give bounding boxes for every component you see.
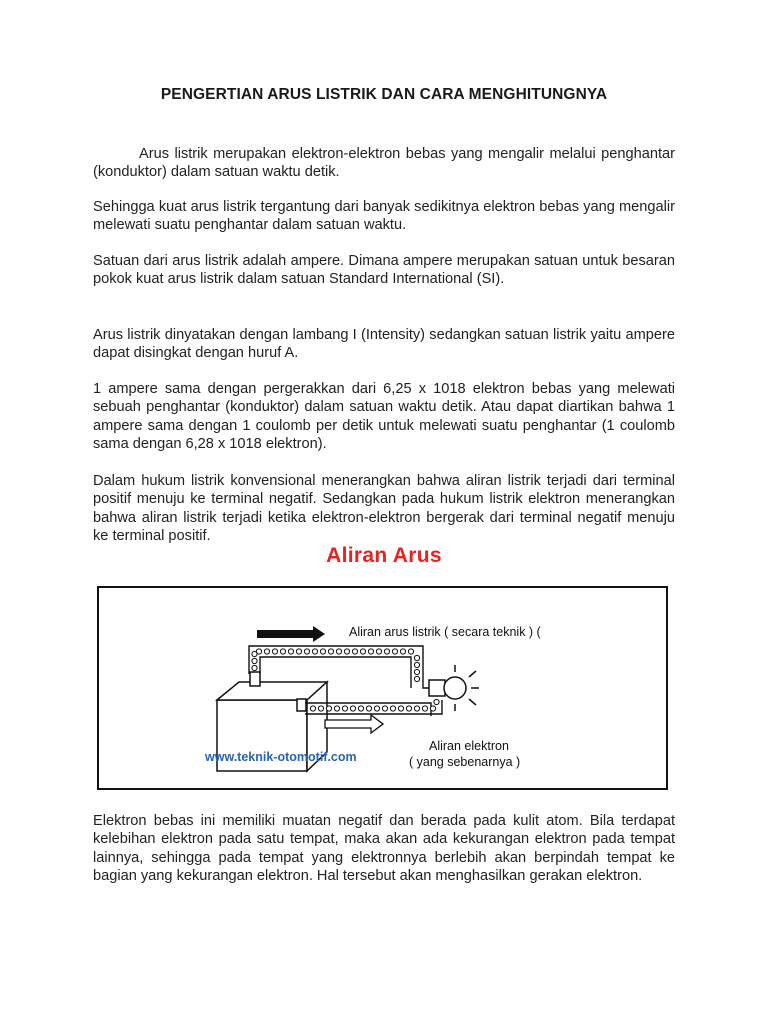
current-flow-label: Aliran arus listrik ( secara teknik ) ( — [349, 625, 541, 639]
paragraph-3: Satuan dari arus listrik adalah ampere. Dimana ampere merupakan satuan untuk besaran pokok kuat arus listrik dalam satuan Standard International (SI). — [93, 253, 675, 288]
electron-dot — [414, 655, 419, 660]
current-arrow-icon — [257, 626, 325, 642]
electron-dot — [326, 706, 331, 711]
electron-flow-label: Aliran elektron — [429, 739, 509, 753]
electron-dot — [390, 706, 395, 711]
electron-dot — [272, 649, 277, 654]
paragraph-1: Arus listrik merupakan elektron-elektron bebas yang mengalir melalui penghantar (konduktor) dalam satuan waktu detik. — [93, 146, 675, 181]
electron-dot — [304, 649, 309, 654]
electron-dot — [392, 649, 397, 654]
electron-dot — [350, 706, 355, 711]
current-flow-diagram — [97, 586, 668, 790]
paragraph-5: 1 ampere sama dengan pergerakkan dari 6,25 x 1018 elektron bebas yang melewati sebuah penghantar (konduktor) dalam satuan waktu detik. Atau dapat diartikan bahwa 1 ampere sama dengan 1 coulomb per detik untuk melewati suatu penghantar (1 coulomb sama dengan 6,28 x 1018 elektron). — [93, 381, 675, 453]
electron-dot — [280, 649, 285, 654]
electron-dot — [252, 665, 257, 670]
electron-dot — [414, 662, 419, 667]
electron-dot — [328, 649, 333, 654]
electron-dot — [374, 706, 379, 711]
electron-dot — [288, 649, 293, 654]
paragraph-2: Sehingga kuat arus listrik tergantung dari banyak sedikitnya elektron bebas yang mengalir melewati suatu penghantar dalam satuan waktu. — [93, 199, 675, 234]
electron-dot — [336, 649, 341, 654]
electron-dot — [376, 649, 381, 654]
electron-dot — [384, 649, 389, 654]
paragraph-4: Arus listrik dinyatakan dengan lambang I (Intensity) sedangkan satuan listrik yaitu ampere dapat disingkat dengan huruf A. — [93, 327, 675, 362]
electron-dot — [408, 649, 413, 654]
electron-dot — [264, 649, 269, 654]
electron-dot — [366, 706, 371, 711]
electron-dot — [352, 649, 357, 654]
electron-dot — [296, 649, 301, 654]
electron-dot — [312, 649, 317, 654]
electron-dot — [360, 649, 365, 654]
electron-dot — [342, 706, 347, 711]
electron-dot — [406, 706, 411, 711]
electron-dot — [400, 649, 405, 654]
electron-dot — [358, 706, 363, 711]
electron-flow-sublabel: ( yang sebenarnya ) — [409, 755, 521, 769]
electron-dot — [382, 706, 387, 711]
figure-title: Aliran Arus — [326, 544, 442, 567]
electron-dot — [334, 706, 339, 711]
electron-dot — [252, 651, 257, 656]
watermark-url: www.teknik-otomotif.com — [205, 750, 357, 764]
electron-dot — [414, 676, 419, 681]
electron-dot — [414, 706, 419, 711]
paragraph-7: Elektron bebas ini memiliki muatan negatif dan berada pada kulit atom. Bila terdapat kelebihan elektron pada satu tempat, maka akan ada kekurangan elektron pada tempat lainnya, sehingga pada tempat yang elektronnya berlebih akan berpindah tempat ke bagian yang kekurangan elektron. Hal tersebut akan menghasilkan gerakan elektron. — [93, 813, 675, 885]
electron-dot — [430, 706, 435, 711]
electron-dot — [344, 649, 349, 654]
electron-dot — [318, 706, 323, 711]
electron-dot — [310, 706, 315, 711]
electron-dot — [252, 658, 257, 663]
paragraph-6: Dalam hukum listrik konvensional menerangkan bahwa aliran listrik terjadi dari terminal positif menuju ke terminal negatif. Sedangkan pada hukum listrik elektron menerangkan bahwa aliran listrik terjadi ketika elektron-elektron bergerak dari terminal negatif menuju ke terminal positif. — [93, 473, 675, 545]
electron-dot — [368, 649, 373, 654]
electron-dot — [320, 649, 325, 654]
document-title: PENGERTIAN ARUS LISTRIK DAN CARA MENGHITUNGNYA — [160, 86, 608, 103]
electron-dot — [434, 699, 439, 704]
electron-dot — [398, 706, 403, 711]
diagram-drawing — [99, 588, 665, 787]
electron-dot — [414, 669, 419, 674]
electron-dot — [422, 706, 427, 711]
electron-arrow-icon — [325, 715, 383, 733]
